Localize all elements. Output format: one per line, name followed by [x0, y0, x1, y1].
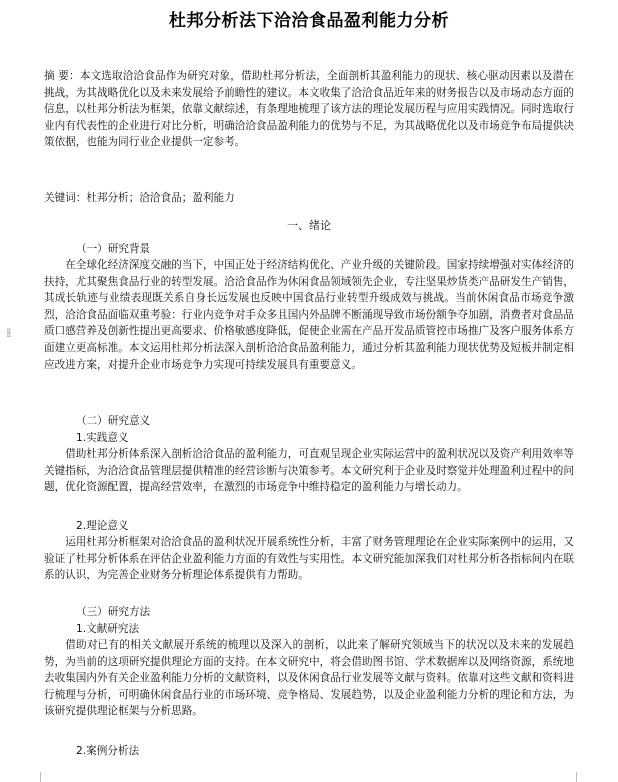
practical-significance-heading: 1.实践意义	[76, 432, 129, 444]
subsection-heading-background: （一）研究背景	[76, 243, 151, 255]
drag-handle-icon[interactable]: ⁞⁞	[6, 326, 10, 340]
practical-significance-paragraph: 借助杜邦分析体系深入剖析洽洽食品的盈利能力，可直观呈现企业实际运营中的盈利状况以及资产利用效率等关键指标，为洽洽食品管理层提供精准的经营诊断与决策参考。本文研究利于企业及时察觉并处理盈利过程中的问题，优化资源配置，提高经营效率，在激烈的市场竞争中维持稳定的盈利能力与增长动力。	[44, 448, 574, 494]
theory-significance-heading: 2.理论意义	[76, 520, 129, 532]
background-paragraph: 在全球化经济深度交融的当下，中国正处于经济结构优化、产业升级的关键阶段。国家持续增强对实体经济的扶持，尤其聚焦食品行业的转型发展。洽洽食品作为休闲食品领域领先企业，专注坚果炒货类产品研发生产销售，其成长轨迹与业绩表现既关系自身长远发展也反映中国食品行业转型升级成效与挑战。当前休闲食品市场竞争激烈，洽洽食品面临双重考验：行业内竞争对手众多且国内外品牌不断涌现导致市场份额争夺加剧，消费者对食品品质口感营养及创新性提出更高要求、价格敏感度降低，促使企业需在产品开发品质管控市场推广及客户服务体系方面建立更高标准。本文运用杜邦分析法深入剖析洽洽食品盈利能力，通过分析其盈利能力现状优势及短板并制定相应改进方案，对提升企业市场竞争力实现可持续发展具有重要意义。	[44, 259, 574, 371]
abstract-paragraph: 摘 要：本文选取洽洽食品作为研究对象，借助杜邦分析法，全面剖析其盈利能力的现状、核心驱动因素以及潜在挑战，为其战略优化以及未来发展给予前瞻性的建议。本文收集了洽洽食品近年来的财务报告以及市场动态方面的信息，以杜邦分析法为框架，依靠文献综述，有条理地梳理了该方法的理论发展历程与应用实践情况。同时选取行业内有代表性的企业进行对比分析，明确洽洽食品盈利能力的优势与不足，为其战略优化以及市场竞争布局提供决策依据，也能为同行业企业提供一定参考。	[44, 70, 574, 149]
case-method-heading: 2.案例分析法	[76, 745, 140, 757]
subsection-heading-methods: （三）研究方法	[76, 606, 151, 618]
crop-mark-bottom-right	[576, 772, 587, 782]
paper-title: 杜邦分析法下洽洽食品盈利能力分析	[169, 11, 449, 31]
keywords-line: 关键词：杜邦分析；洽洽食品；盈利能力	[44, 192, 235, 204]
section-heading-introduction: 一、绪论	[287, 219, 331, 232]
literature-method-heading: 1.文献研究法	[76, 623, 140, 635]
subsection-heading-significance: （二）研究意义	[76, 415, 151, 427]
crop-mark-bottom-left	[30, 772, 41, 782]
theory-significance-paragraph: 运用杜邦分析框架对洽洽食品的盈利状况开展系统性分析，丰富了财务管理理论在企业实际案例中的运用，又验证了杜邦分析体系在评估企业盈利能力方面的有效性与实用性。本文研究能加深我们对杜邦分析各指标间内在联系的认识，为完善企业财务分析理论体系提供有力帮助。	[44, 536, 574, 582]
literature-method-paragraph: 借助对已有的相关文献展开系统的梳理以及深入的剖析，以此来了解研究领域当下的状况以及未来的发展趋势，为当前的这项研究提供理论方面的支持。在本文研究中，将会借助图书馆、学术数据库以及网络资源，系统地去收集国内外有关企业盈利能力分析的文献资料，以及休闲食品行业发展等文献与资料。依靠对这些文献和资料进行梳理与分析，可明确休闲食品行业的市场环境、竞争格局、发展趋势，以及企业盈利能力分析的理论和方法，为该研究提供理论框架与分析思路。	[44, 639, 574, 718]
